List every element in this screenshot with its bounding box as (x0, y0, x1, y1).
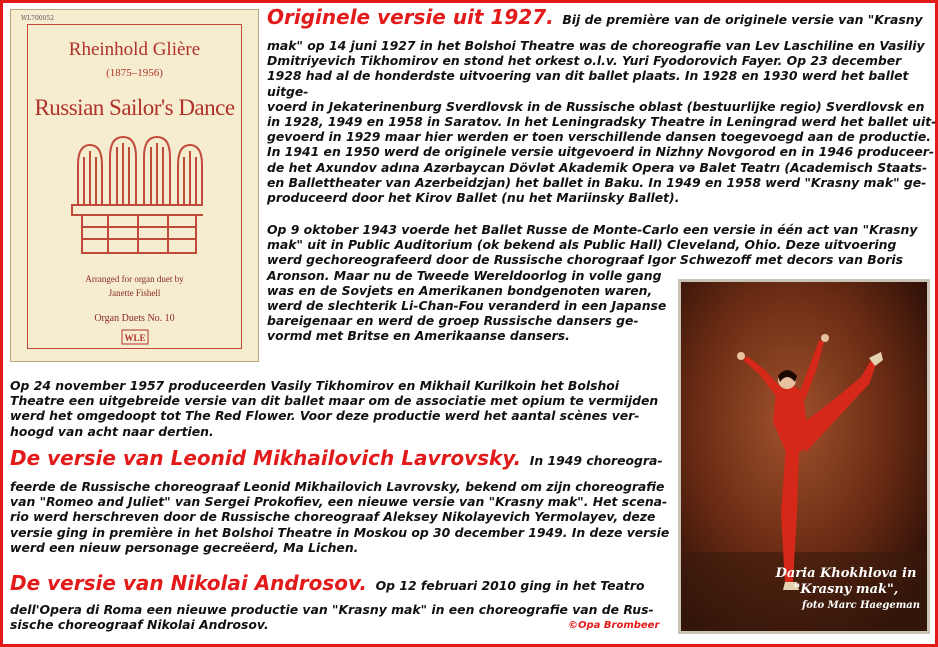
text-line: Op 9 oktober 1943 voerde het Ballet Russe de Monte-Carlo een versie in één act van "Krasny (267, 222, 918, 237)
text-line: werd een nieuw personage gecreëerd, Ma Lichen. (10, 539, 359, 555)
work-title: Russian Sailor's Dance (34, 95, 235, 120)
text-line: dell'Opera di Roma een nieuwe productie van "Krasny mak" in een choreografie van de Rus- (10, 602, 654, 617)
paragraph1-body (267, 38, 938, 205)
paragraph5-first-line: Op 12 februari 2010 ging in het Teatro (375, 578, 645, 593)
text-line: de het Axundov adına Azərbaycan Dövlət Akademik Opera və Balet Teatrı (Academisch Staats- (267, 159, 928, 175)
catalog-number: WL700052 (21, 15, 55, 22)
text-line: produceerd door het Kirov Ballet (nu het Mariinsky Ballet). (267, 190, 680, 206)
text-line: vormd met Britse en Amerikaanse dansers. (267, 328, 570, 344)
arranged-by (28, 272, 241, 300)
text-line: en Ballettheater van Azerbeidzjan) het ballet in Baku. In 1949 en 1958 werd "Krasny mak" ge- (267, 174, 927, 190)
text-line: sische choreograaf Nikolai Androsov. (10, 617, 269, 633)
paragraph5-body (10, 602, 654, 632)
dancer-photo (678, 279, 930, 634)
copyright-notice: ©Opa Brombeer (568, 620, 660, 631)
composer-dates: (1875–1956) (106, 67, 163, 79)
organ-pipes-illustration (68, 135, 203, 260)
text-line: 1928 had al de honderdste uitvoering van dit ballet plaats. In 1928 en 1930 werd het ballet uitge- (267, 68, 909, 99)
paragraph4-first-line: In 1949 choreogra- (529, 453, 663, 468)
text-line: werd de slechterik Li-Chan-Fou veranderd in een Japanse (267, 298, 667, 314)
arranged-line-1: Arranged for organ duet by (85, 274, 184, 284)
paragraph3-body (10, 378, 658, 439)
text-line: In 1941 en 1950 werd de originele versie uitgevoerd in Nizhny Novgorod en in 1946 produceer- (267, 144, 934, 160)
text-line: werd het omgedoopt tot The Red Flower. Voor deze productie werd het aantal scènes ver- (10, 408, 640, 424)
paragraph4-body (10, 479, 669, 555)
section-original-1927-first-line (267, 5, 923, 29)
text-line: van "Romeo and Juliet" van Sergei Prokofiev, een nieuwe versie van "Krasny mak". Het scena- (10, 494, 668, 510)
section-heading-androsov: De versie van Nikolai Androsov. (10, 571, 367, 595)
text-line: was en de Sovjets en Amerikanen bondgenoten waren, (267, 282, 653, 298)
text-line: mak" uit in Public Auditorium (ok bekend als Public Hall) Cleveland, Ohio. Deze uitvoering (267, 237, 897, 253)
cover-inner-border (27, 24, 242, 349)
text-line: Op 24 november 1957 produceerden Vasily Tikhomirov en Mikhail Kurilkoin het Bolshoi (10, 378, 620, 393)
photo-caption-line-2: "Krasny mak", (793, 582, 899, 597)
section-lavrovsky-first-line (10, 446, 663, 470)
text-line: werd gechoreografeerd door de Russische chorograaf Igor Schwezoff met decors van Boris (267, 252, 903, 268)
text-line: in 1928, 1949 en 1958 in Saratov. In het Leningradsky Theatre in Leningrad werd het ballet uit- (267, 114, 937, 130)
arranger-name: Janette Fishell (108, 288, 161, 298)
text-line: versie ging in première in het Bolshoi Theatre in Moskou op 30 december 1949. In deze versie (10, 524, 670, 540)
photo-caption-line-1: Daria Khokhlova in (775, 566, 917, 581)
text-line: gevoerd in 1929 maar hier werden er toen verschillende dansen toegevoegd aan de productie. (267, 129, 931, 145)
text-line: Aronson. Maar nu de Tweede Wereldoorlog in volle gang (267, 267, 662, 283)
section-heading-original-1927: Originele versie uit 1927. (267, 5, 554, 29)
photo-caption (771, 566, 921, 614)
section-androsov-first-line (10, 571, 645, 595)
publisher-logo-icon (121, 329, 149, 345)
paragraph1-first-line: Bij de première van de originele versie van "Krasny (562, 12, 923, 27)
photo-credit: foto Marc Haegeman (801, 600, 921, 611)
text-line: voerd in Jekaterinenburg Sverdlovsk in de Russische oblast (bestuurlijke regio) Sverdlovsk en (267, 98, 925, 114)
sheet-music-cover (10, 9, 259, 362)
section-heading-lavrovsky: De versie van Leonid Mikhailovich Lavrovsky. (10, 446, 522, 470)
text-line: feerde de Russische choreograaf Leonid Mikhailovich Lavrovsky, bekend om zijn choreografie (10, 479, 665, 494)
text-line: rio werd herschreven door de Russische choreograaf Aleksey Nikolayevich Yermolayev, deze (10, 509, 656, 525)
series-number: Organ Duets No. 10 (94, 313, 175, 324)
text-line: Theatre een uitgebreide versie van dit ballet maar om de associatie met opium te vermijden (10, 393, 659, 409)
text-line: Dmitriyevich Tikhomirov en stond het orkest o.l.v. Yuri Fyodorovich Fayer. Op 23 december (267, 53, 902, 69)
text-line: hoogd van acht naar dertien. (10, 423, 214, 439)
text-line: mak" op 14 juni 1927 in het Bolshoi Theatre was de choreografie van Lev Laschiline en Vasiliy (267, 38, 925, 53)
text-line: bareigenaar en werd de groep Russische dansers ge- (267, 313, 639, 329)
publisher-logo-text: WLE (124, 333, 146, 343)
composer-name: Rheinhold Glière (68, 39, 201, 60)
